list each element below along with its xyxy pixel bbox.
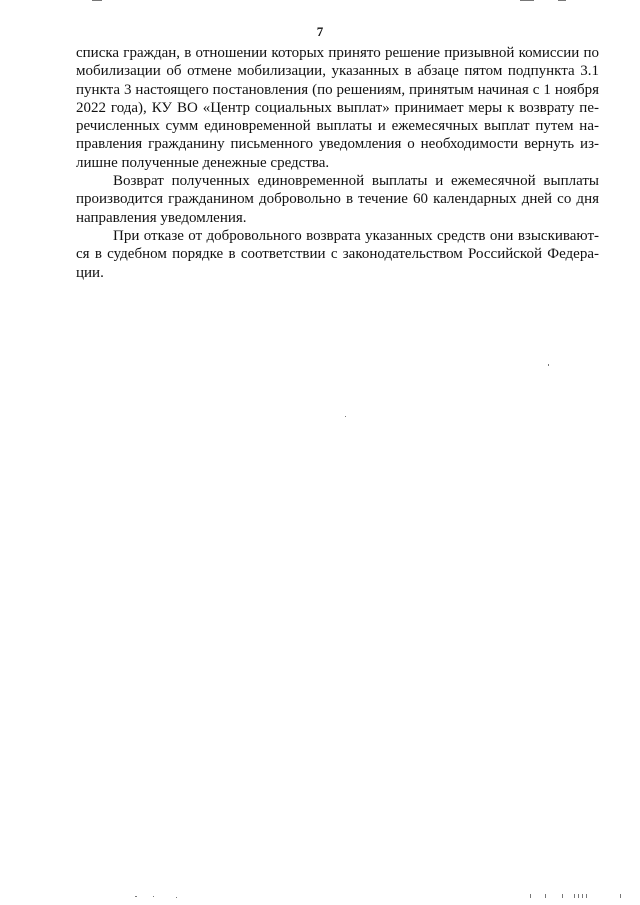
text-line: мобилизации об отмене мобилизации, указанных в абзаце пятом подпункта 3.1 (76, 63, 599, 80)
text-line: списка граждан, в отношении которых принято решение призывной комиссии по (76, 45, 599, 61)
text-line: производится гражданином добровольно в течение 60 календарных дней со дня (76, 191, 599, 208)
text-line: При отказе от добровольного возврата указанных средств они взыскивают- (113, 227, 599, 244)
text-line: правления гражданину письменного уведомления о необходимости вернуть из- (76, 136, 599, 153)
scan-speck (582, 894, 583, 898)
page-number: 7 (316, 24, 324, 39)
scan-top-edge (0, 0, 640, 3)
text-line: ции. (76, 264, 104, 281)
text-line: ся в судебном порядке в соответствии с законодательством Российской Федера- (76, 246, 599, 263)
text-line: лишне полученные денежные средства. (76, 154, 330, 171)
scan-speck (135, 896, 137, 897)
scan-speck (176, 897, 177, 898)
scan-speck (545, 894, 546, 898)
scan-speck (562, 894, 563, 898)
text-line: пункта 3 настоящего постановления (по решениям, принятым начиная с 1 ноября (76, 81, 599, 98)
scan-speck (153, 896, 154, 897)
scan-speck (620, 894, 621, 898)
paragraph-3 (76, 227, 599, 282)
scan-speck (586, 894, 587, 898)
paragraph-1 (76, 44, 599, 172)
text-line: направления уведомления. (76, 209, 247, 226)
text-line: речисленных сумм единовременной выплаты и ежемесячных выплат путем на- (76, 118, 599, 135)
scan-speck (345, 416, 346, 417)
scan-speck (530, 894, 531, 898)
scan-speck (578, 894, 579, 898)
text-line: Возврат полученных единовременной выплаты и ежемесячной выплаты (113, 173, 599, 190)
paragraph-2 (76, 172, 599, 227)
scan-speck (548, 364, 549, 366)
scan-speck (574, 894, 575, 898)
document-body (76, 44, 599, 282)
text-line: 2022 года), КУ ВО «Центр социальных выплат» принимает меры к возврату пе- (76, 99, 599, 116)
